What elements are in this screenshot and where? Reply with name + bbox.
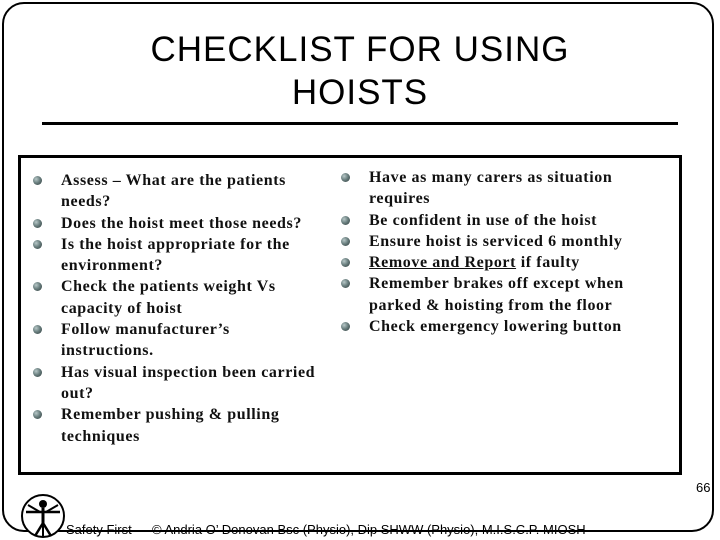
list-item: Does the hoist meet those needs?	[61, 213, 323, 234]
slide-title	[0, 28, 720, 114]
sphere-bullet-icon	[33, 219, 42, 228]
list-item: Is the hoist appropriate for the environment?	[61, 234, 323, 277]
sphere-bullet-icon	[341, 216, 350, 225]
list-item: Ensure hoist is serviced 6 monthly	[369, 231, 637, 252]
underlined-phrase: Remove and Report	[369, 254, 517, 272]
sphere-bullet-icon	[341, 173, 350, 182]
list-item: Remove and Report if faulty	[369, 252, 637, 273]
list-item: Remember brakes off except when parked & hoisting from the floor	[369, 273, 637, 316]
list-item: Be confident in use of the hoist	[369, 210, 637, 231]
list-item: Assess – What are the patients needs?	[61, 170, 323, 213]
right-checklist	[369, 167, 637, 337]
page-number: 66	[696, 480, 711, 495]
title-line-1: CHECKLIST FOR USING	[150, 30, 570, 69]
list-item: Check emergency lowering button	[369, 316, 637, 337]
sphere-bullet-icon	[33, 325, 42, 334]
sphere-bullet-icon	[33, 368, 42, 377]
list-item: Has visual inspection been carried out?	[61, 362, 323, 405]
sphere-bullet-icon	[341, 237, 350, 246]
title-divider	[42, 122, 678, 125]
sphere-bullet-icon	[33, 176, 42, 185]
list-item: Check the patients weight Vs capacity of hoist	[61, 276, 323, 319]
list-item: Follow manufacturer’s instructions.	[61, 319, 323, 362]
sphere-bullet-icon	[33, 240, 42, 249]
list-item: Have as many carers as situation requires	[369, 167, 637, 210]
title-line-2: HOISTS	[291, 73, 429, 112]
footer-left-text: Safety First	[66, 522, 132, 537]
footer-copyright: © Andria O’ Donovan Bsc (Physio), Dip SHWW (Physio), M.I.S.C.P. MIOSH	[152, 522, 586, 537]
sphere-bullet-icon	[341, 322, 350, 331]
vitruvian-man-logo	[20, 493, 66, 539]
list-item: Remember pushing & pulling techniques	[61, 404, 323, 447]
left-checklist	[61, 170, 323, 447]
